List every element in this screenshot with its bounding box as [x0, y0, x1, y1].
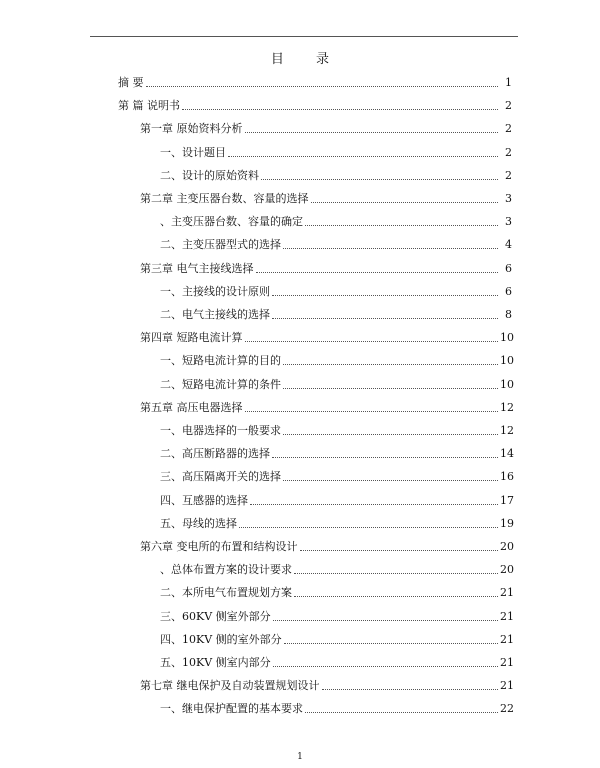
toc-leader-dots — [272, 317, 498, 319]
toc-entry[interactable] — [140, 538, 512, 554]
toc-entry-label: 三、60KV 侧室外部分 — [160, 609, 271, 623]
toc-entry[interactable] — [160, 213, 512, 229]
toc-entry[interactable] — [140, 260, 512, 276]
toc-entry-label: 五、10KV 侧室内部分 — [160, 656, 271, 669]
toc-entry-label: 第四章 短路电流计算 — [140, 331, 243, 345]
toc-entry-label: 、总体布置方案的设计要求 — [160, 563, 292, 577]
toc-entry[interactable] — [160, 283, 512, 299]
toc-entry-label: 三、高压隔离开关的选择 — [160, 470, 281, 484]
toc-leader-dots — [322, 688, 499, 690]
toc-entry[interactable] — [160, 422, 512, 438]
toc-entry-label: 、主变压器台数、容量的确定 — [160, 215, 303, 229]
toc-leader-dots — [283, 433, 498, 435]
toc-entry[interactable] — [140, 399, 512, 415]
toc-entry[interactable] — [160, 492, 512, 508]
toc-entry-label: 第七章 继电保护及自动装置规划设计 — [140, 679, 320, 693]
toc-entry[interactable] — [160, 167, 512, 183]
toc-entry[interactable] — [160, 376, 512, 392]
toc-entry-page: 17 — [500, 493, 514, 507]
toc-leader-dots — [228, 155, 498, 157]
toc-leader-dots — [250, 503, 498, 505]
toc-entry[interactable] — [140, 120, 512, 136]
toc-entry-page: 22 — [500, 702, 514, 716]
toc-leader-dots — [261, 178, 498, 180]
toc-entry-page: 10 — [500, 331, 514, 345]
toc-leader-dots — [256, 271, 499, 273]
toc-entry-page: 12 — [500, 400, 514, 414]
toc-entry-page: 21 — [500, 632, 514, 646]
toc-entry-label: 第六章 变电所的布置和结构设计 — [140, 540, 298, 553]
toc-leader-dots — [283, 363, 498, 365]
toc-leader-dots — [283, 387, 498, 389]
toc-entry-page: 6 — [505, 261, 512, 275]
toc-entry-page: 2 — [505, 145, 512, 159]
toc-entry-label: 一、继电保护配置的基本要求 — [160, 702, 303, 716]
toc-entry-label: 一、电器选择的一般要求 — [160, 424, 281, 437]
toc-entry-page: 21 — [500, 609, 514, 623]
toc-leader-dots — [272, 294, 498, 296]
toc-leader-dots — [245, 340, 499, 342]
toc-entry[interactable] — [160, 561, 512, 577]
toc-entry-label: 第 篇 说明书 — [118, 99, 180, 113]
toc-entry[interactable] — [140, 329, 512, 345]
toc-entry-page: 3 — [505, 215, 512, 229]
toc-leader-dots — [283, 479, 498, 481]
toc-entry-page: 6 — [505, 284, 512, 298]
toc-entry-page: 14 — [500, 447, 514, 461]
toc-leader-dots — [273, 665, 498, 667]
toc-leader-dots — [294, 595, 498, 597]
toc-entry[interactable] — [160, 352, 512, 368]
toc-entry[interactable] — [160, 468, 512, 484]
toc-leader-dots — [300, 549, 499, 551]
toc-leader-dots — [182, 108, 498, 110]
toc-entry-label: 一、设计题目 — [160, 145, 226, 159]
toc-entry-page: 3 — [505, 192, 512, 205]
toc-entry-label: 第一章 原始资料分析 — [140, 122, 243, 136]
toc-entry-label: 二、本所电气布置规划方案 — [160, 586, 292, 600]
toc-entry-label: 二、电气主接线的选择 — [160, 308, 270, 321]
toc-entry[interactable] — [160, 608, 512, 624]
toc-entry-label: 第五章 高压电器选择 — [140, 400, 243, 414]
toc-entry-label: 二、设计的原始资料 — [160, 168, 259, 182]
toc-leader-dots — [294, 572, 498, 574]
toc-leader-dots — [305, 224, 498, 226]
toc-entry-page: 10 — [500, 354, 514, 368]
header-rule — [90, 36, 518, 37]
toc-entry-label: 四、互感器的选择 — [160, 493, 248, 507]
toc-entry-label: 一、短路电流计算的目的 — [160, 354, 281, 368]
toc-entry[interactable] — [140, 677, 512, 693]
toc-entry-label: 一、主接线的设计原则 — [160, 284, 270, 298]
toc-leader-dots — [273, 619, 498, 621]
toc-entry-label: 四、10KV 侧的室外部分 — [160, 632, 282, 646]
toc-title: 目 录 — [270, 52, 344, 67]
toc-entry-page: 19 — [500, 516, 514, 530]
toc-leader-dots — [284, 642, 498, 644]
toc-entry-page: 8 — [505, 308, 512, 321]
toc-entry-page: 20 — [500, 540, 514, 553]
toc-entry-page: 16 — [500, 470, 514, 484]
toc-entry-page: 2 — [505, 122, 512, 136]
toc-entry-page: 1 — [505, 76, 512, 89]
toc-entry[interactable] — [140, 190, 512, 206]
toc-entry[interactable] — [160, 445, 512, 461]
toc-entry[interactable] — [160, 236, 512, 252]
toc-entry[interactable] — [160, 654, 512, 670]
toc-entry[interactable] — [160, 306, 512, 322]
toc-entry-label: 二、短路电流计算的条件 — [160, 377, 281, 391]
toc-leader-dots — [283, 247, 498, 249]
toc-leader-dots — [239, 526, 498, 528]
toc-entry[interactable] — [160, 631, 512, 647]
toc-leader-dots — [311, 201, 499, 203]
toc-entry[interactable] — [118, 74, 512, 90]
toc-entry-page: 2 — [505, 168, 512, 182]
toc-entry-label: 第二章 主变压器台数、容量的选择 — [140, 192, 309, 205]
toc-entry[interactable] — [160, 144, 512, 160]
toc-entry-page: 20 — [500, 563, 514, 577]
toc-leader-dots — [146, 85, 499, 87]
toc-entry-page: 21 — [500, 586, 514, 600]
toc-leader-dots — [245, 131, 499, 133]
toc-entry-page: 21 — [500, 679, 514, 693]
page-number: 1 — [297, 752, 303, 762]
toc-entry-label: 二、高压断路器的选择 — [160, 447, 270, 461]
toc-entry-page: 4 — [505, 238, 512, 252]
toc-entry-label: 五、母线的选择 — [160, 516, 237, 530]
toc-entry-page: 21 — [500, 656, 514, 669]
toc-entry[interactable] — [160, 584, 512, 600]
toc-entry-label: 二、主变压器型式的选择 — [160, 238, 281, 252]
toc-entry-page: 12 — [500, 424, 514, 437]
toc-entry[interactable] — [160, 515, 512, 531]
toc-entry[interactable] — [118, 97, 512, 113]
toc-entry-label: 摘 要 — [118, 76, 144, 89]
toc-leader-dots — [305, 711, 498, 713]
toc-entry-label: 第三章 电气主接线选择 — [140, 261, 254, 275]
toc-leader-dots — [272, 456, 498, 458]
toc-entry-page: 2 — [505, 99, 512, 113]
toc-entry[interactable] — [160, 700, 512, 716]
toc-leader-dots — [245, 410, 499, 412]
toc-entry-page: 10 — [500, 377, 514, 391]
